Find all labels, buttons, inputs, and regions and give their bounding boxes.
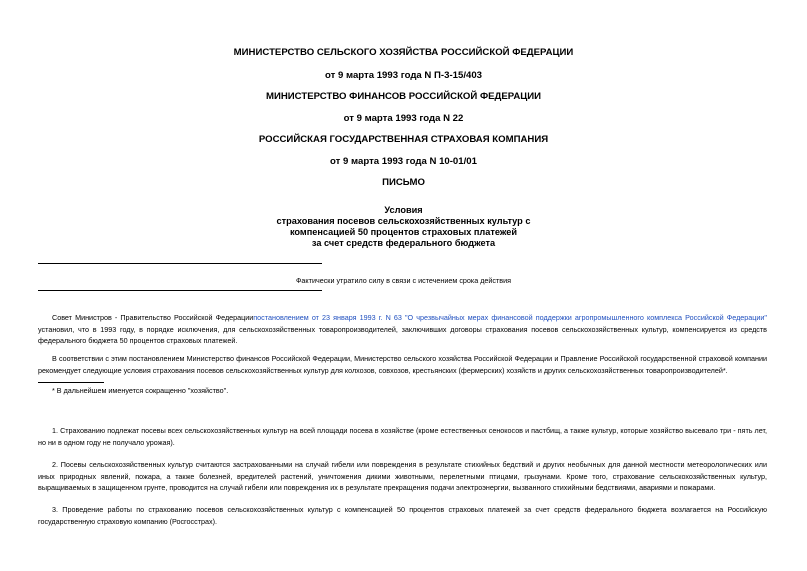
clause-2: 2. Посевы сельскохозяйственных культур считаются застрахованными на случай гибели или повреждения в результате стихийных бедствий и других необычных для данной местности метеорологических или иных природных явлений, пожара, а также болезней, вредителей растений, уничтожения дикими животными, перелетными птицами, грызунами. Кроме того, страхование сельскохозяйственных культур, выращиваемых в защищенном грунте, проводится на случай гибели или повреждения их в результате прекращения подачи электроэнергии, вызванного стихийными бедствиями, авариями и пожарами. (38, 460, 767, 492)
document-title-line3: компенсацией 50 процентов страховых платежей (289, 227, 518, 237)
paragraph-intro (38, 312, 767, 347)
paragraph-intro-end: установил, что в 1993 году, в порядке исключения, для сельскохозяйственных товаропроизводителей, заключивших договоры страхования посевов сельскохозяйственных культур, компенсируется из средств федерального бюджета 50 процентов страховых платежей. (38, 324, 767, 345)
divider-bottom (38, 290, 322, 291)
issuer-insurance-company: РОССИЙСКАЯ ГОСУДАРСТВЕННАЯ СТРАХОВАЯ КОМПАНИЯ (258, 134, 549, 145)
issuer-ministry-finance: МИНИСТЕРСТВО ФИНАНСОВ РОССИЙСКОЙ ФЕДЕРАЦИИ (265, 91, 542, 102)
issuer-date-agriculture: от 9 марта 1993 года N П-3-15/403 (325, 70, 482, 81)
document-title-line4: за счет средств федерального бюджета (311, 238, 496, 248)
issuer-ministry-agriculture: МИНИСТЕРСТВО СЕЛЬСКОГО ХОЗЯЙСТВА РОССИЙСКОЙ ФЕДЕРАЦИИ (233, 47, 574, 58)
decree-link[interactable]: постановлением от 23 января 1993 г. N 63 "О чрезвычайных мерах финансовой поддержки агропромышленного комплекса Российской Федерации" (253, 313, 767, 322)
validity-status-note: Фактически утратило силу в связи с истечением срока действия (295, 276, 512, 285)
footnote-rule (38, 382, 104, 383)
paragraph-recommendation: В соответствии с этим постановлением Министерство финансов Российской Федерации, Министерство сельского хозяйства Российской Федерации и Правление Российской государственной страховой компании рекомендует следующие условия страхования посевов сельскохозяйственных культур для колхозов, совхозов, крестьянских (фермерских) хозяйств и других сельскохозяйственных товаропроизводителей*. (38, 354, 767, 375)
clause-3: 3. Проведение работы по страхованию посевов сельскохозяйственных культур с компенсацией 50 процентов страховых платежей за счет средств федерального бюджета возлагается на Российскую государственную страховую компанию (Росгосстрах). (38, 505, 767, 526)
document-title-line2: страхования посевов сельскохозяйственных культур с (276, 216, 531, 226)
document-title-line1: Условия (384, 205, 423, 215)
issuer-date-insurance: от 9 марта 1993 года N 10-01/01 (330, 156, 477, 167)
divider-top (38, 263, 322, 264)
issuer-date-finance: от 9 марта 1993 года N 22 (343, 113, 464, 124)
footnote: * В дальнейшем именуется сокращенно "хозяйство". (52, 386, 229, 395)
clause-1: 1. Страхованию подлежат посевы всех сельскохозяйственных культур на всей площади посева в хозяйстве (кроме естественных сенокосов и пастбищ, а также культур, которые хозяйство высевало три - пять лет, но ни в одном году не получало урожая). (38, 426, 767, 447)
document-type: ПИСЬМО (382, 177, 425, 188)
paragraph-intro-start: Совет Министров - Правительство Российской Федерации (52, 313, 254, 322)
